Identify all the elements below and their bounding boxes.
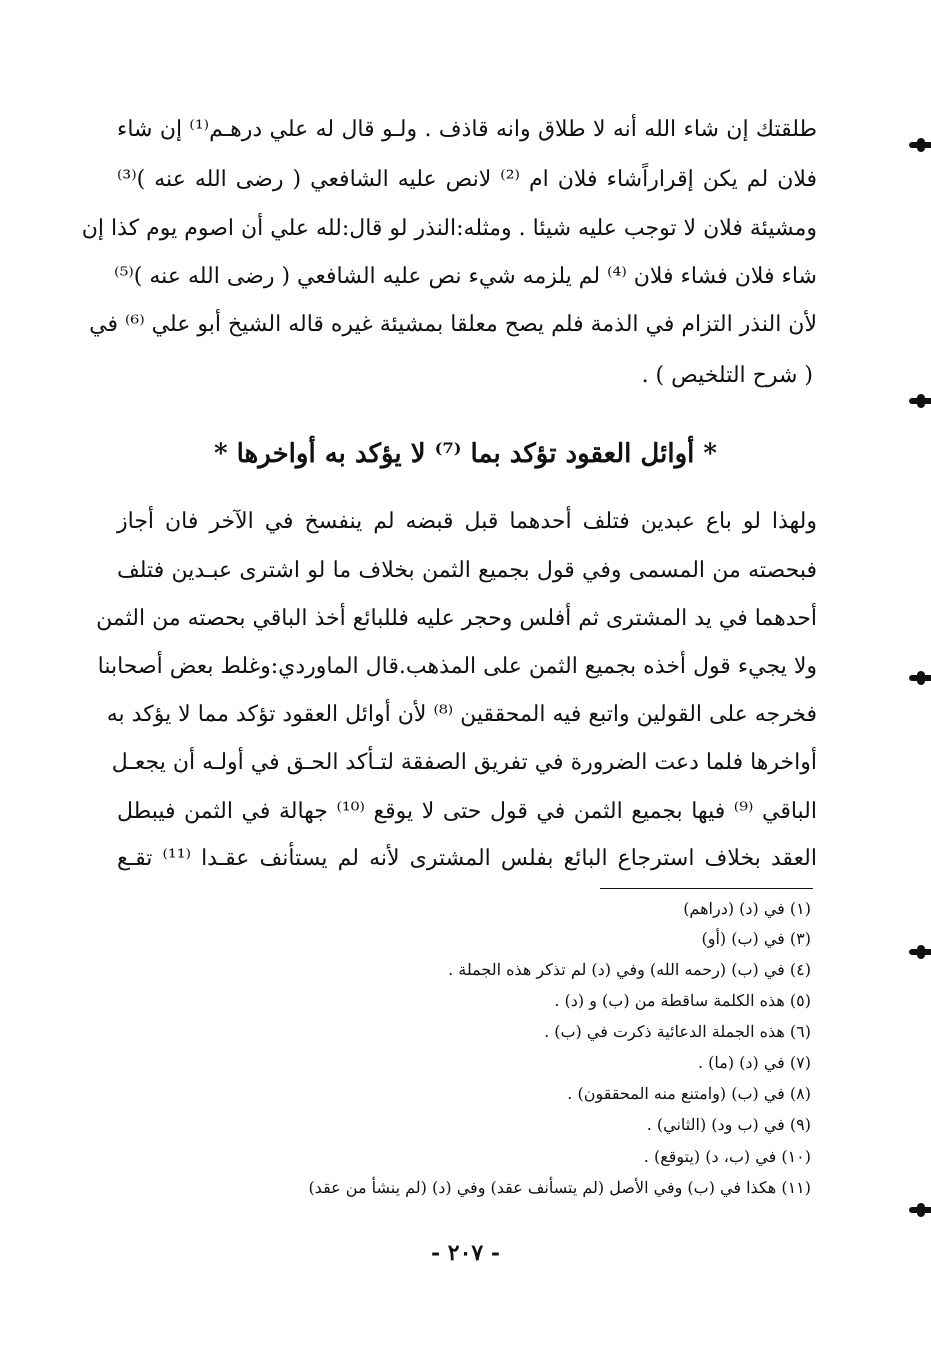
- body-line: ولهذا لو باع عبدين فتلف أحدهما قبل قبضه لم ينفسخ في الآخر فان أجاز: [117, 509, 817, 534]
- binding-mark: [909, 142, 931, 148]
- body-line: فلان لم يكن إقراراًشاء فلان ام ⁽²⁾ لانص عليه الشافعي ( رضى الله عنه )⁽³⁾: [117, 167, 817, 192]
- body-line: ومشيئة فلان لا توجب عليه شيئا . ومثله:النذر لو قال:لله علي أن اصوم يوم كذا إن: [81, 216, 817, 241]
- footnote: (٣) في (ب) (أو): [701, 929, 811, 948]
- body-line: العقد بخلاف استرجاع البائع بفلس المشترى لأنه لم يستأنف عقـدا ⁽¹¹⁾ تقـع: [117, 846, 817, 871]
- binding-mark: [909, 949, 931, 955]
- footnote: (١٠) في (ب، د) (يتوقع) .: [643, 1147, 811, 1166]
- body-line: الباقي ⁽⁹⁾ فيها بجميع الثمن في قول حتى لا يوقع ⁽¹⁰⁾ جهالة في الثمن فيبطل: [117, 799, 817, 824]
- footnote-separator: [600, 888, 813, 889]
- body-line: ولا يجيء قول أخذه بجميع الثمن على المذهب.قال الماوردي:وغلط بعض أصحابنا: [97, 654, 817, 679]
- body-line: شاء فلان فشاء فلان ⁽⁴⁾ لم يلزمه شيء نص عليه الشافعي ( رضى الله عنه )⁽⁵⁾: [114, 264, 817, 289]
- body-line: أحدهما في يد المشترى ثم أفلس وحجر عليه فللبائع أخذ الباقي بحصته من الثمن: [96, 606, 817, 631]
- footnote: (١) في (د) (دراهم): [683, 899, 811, 918]
- binding-mark: [909, 1207, 931, 1213]
- body-line: لأن النذر التزام في الذمة فلم يصح معلقا بمشيئة غيره قاله الشيخ أبو علي ⁽⁶⁾ في: [89, 312, 817, 337]
- page-number: - ٢٠٧ -: [430, 1240, 501, 1266]
- footnote: (٦) هذه الجملة الدعائية ذكرت في (ب) .: [544, 1022, 811, 1041]
- section-heading: * أوائل العقود تؤكد بما ⁽⁷⁾ لا يؤكد به أواخرها *: [213, 439, 717, 469]
- footnote: (٨) في (ب) (وامتنع منه المحققون) .: [567, 1084, 811, 1103]
- body-line: فبحصته من المسمى وفي قول بجميع الثمن بخلاف ما لو اشترى عبـدين فتلف: [117, 558, 817, 583]
- footnote: (٤) في (ب) (رحمه الله) وفي (د) لم تذكر هذه الجملة .: [448, 960, 811, 979]
- footnote: (٩) في (ب ود) (الثاني) .: [646, 1115, 811, 1134]
- body-line: أواخرها فلما دعت الضرورة في تفريق الصفقة لتـأكد الحـق في أولـه أن يجعـل: [111, 750, 817, 775]
- binding-mark: [909, 675, 931, 681]
- binding-mark: [909, 398, 931, 404]
- footnote: (٥) هذه الكلمة ساقطة من (ب) و (د) .: [554, 991, 811, 1010]
- body-line: فخرجه على القولين واتبع فيه المحققين ⁽⁸⁾ لأن أوائل العقود تؤكد مما لا يؤكد به: [106, 702, 817, 727]
- body-line: طلقتك إن شاء الله أنه لا طلاق وانه قاذف . ولـو قال له علي درهـم⁽¹⁾ إن شاء: [117, 117, 817, 142]
- footnote: (٧) في (د) (ما) .: [697, 1053, 811, 1072]
- body-line-last: ( شرح التلخيص ) .: [641, 363, 813, 388]
- footnote: (١١) هكذا في (ب) وفي الأصل (لم يتسأنف عقد) وفي (د) (لم ينشأ من عقد): [308, 1178, 811, 1197]
